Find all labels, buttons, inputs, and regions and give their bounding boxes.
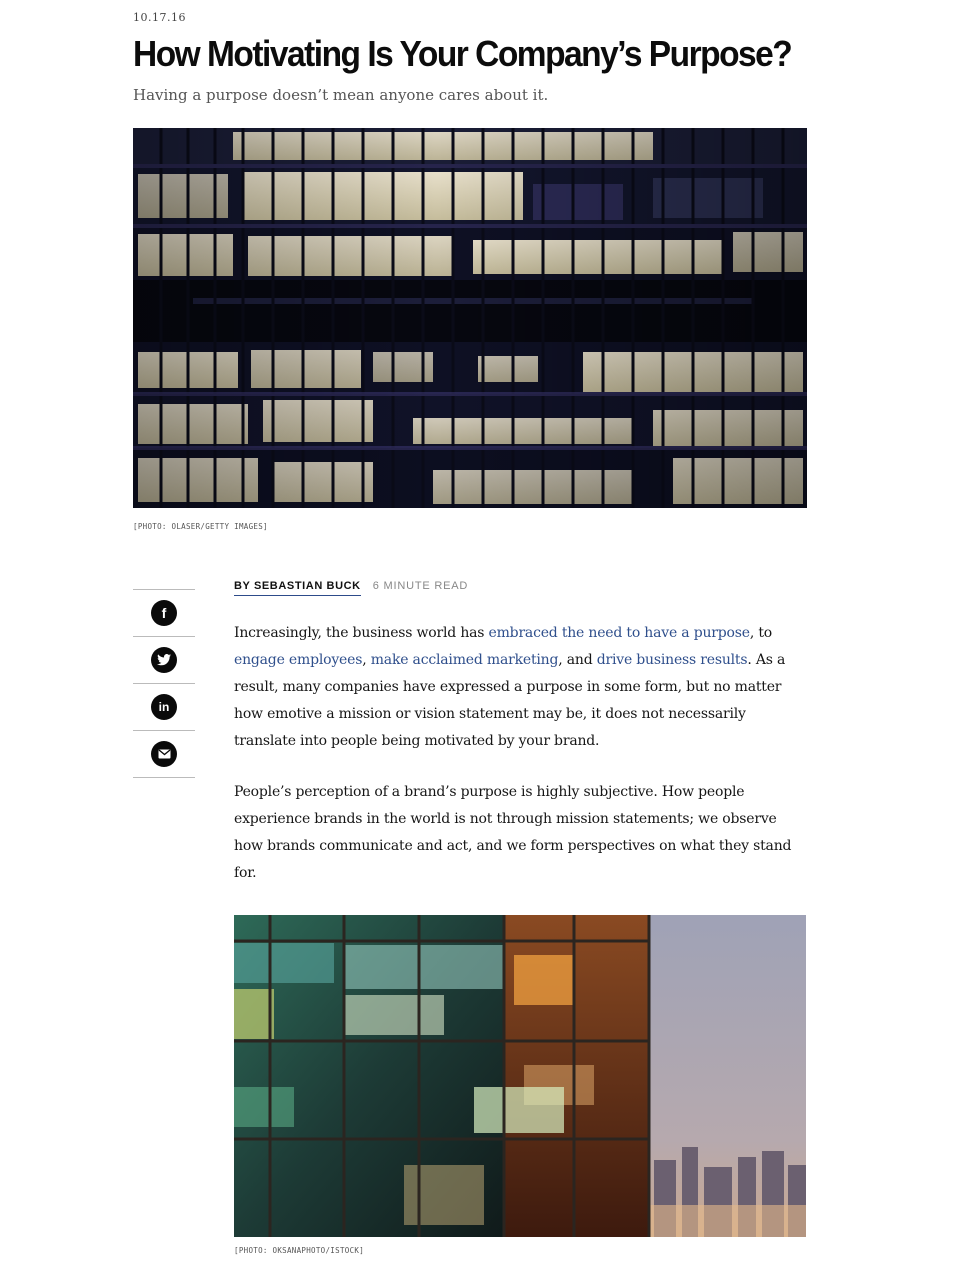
twitter-icon bbox=[151, 647, 177, 673]
read-time: 6 MINUTE READ bbox=[372, 580, 469, 592]
office-building-night-photo bbox=[133, 128, 807, 508]
share-bar bbox=[133, 589, 195, 778]
paragraph-2: People’s perception of a brand’s purpose is highly subjective. How people experience brands in the world is not through mission statements; we observe how brands communicate and act, and we form perspectives on what they stand for. bbox=[234, 784, 792, 881]
hero-photo-credit: [PHOTO: OLASER/GETTY IMAGES] bbox=[133, 522, 268, 531]
link-engage-employees[interactable]: engage employees bbox=[234, 652, 363, 668]
hero-image bbox=[133, 128, 807, 508]
facebook-icon: f bbox=[151, 600, 177, 626]
share-linkedin-button[interactable] bbox=[133, 684, 195, 731]
share-twitter-button[interactable] bbox=[133, 637, 195, 684]
share-facebook-button[interactable] bbox=[133, 590, 195, 637]
article-title: How Motivating Is Your Company’s Purpose? bbox=[133, 33, 792, 74]
link-drive-business-results[interactable]: drive business results bbox=[596, 652, 748, 668]
article-dek: Having a purpose doesn’t mean anyone cares about it. bbox=[133, 86, 549, 104]
share-email-button[interactable] bbox=[133, 731, 195, 778]
link-acclaimed-marketing[interactable]: make acclaimed marketing bbox=[370, 652, 559, 668]
paragraph-1: Increasingly, the business world has embraced the need to have a purpose, to engage employees, make acclaimed marketing, and drive business results. As a result, many companies have expressed a purpose in some form, but no matter how emotive a mission or vision statement may be, it does not necessarily translate into people being motivated by your brand. bbox=[234, 625, 786, 749]
byline bbox=[234, 580, 468, 596]
linkedin-icon: in bbox=[151, 694, 177, 720]
article-date: 10.17.16 bbox=[133, 11, 186, 24]
article-photo-credit: [PHOTO: OKSANAPHOTO/ISTOCK] bbox=[234, 1246, 365, 1255]
article-body bbox=[234, 620, 806, 911]
email-icon bbox=[151, 741, 177, 767]
link-embraced-purpose[interactable]: embraced the need to have a purpose bbox=[488, 625, 750, 641]
glass-building-dusk-photo bbox=[234, 915, 806, 1237]
author-link[interactable]: BY SEBASTIAN BUCK bbox=[234, 580, 361, 596]
article-image bbox=[234, 915, 806, 1237]
